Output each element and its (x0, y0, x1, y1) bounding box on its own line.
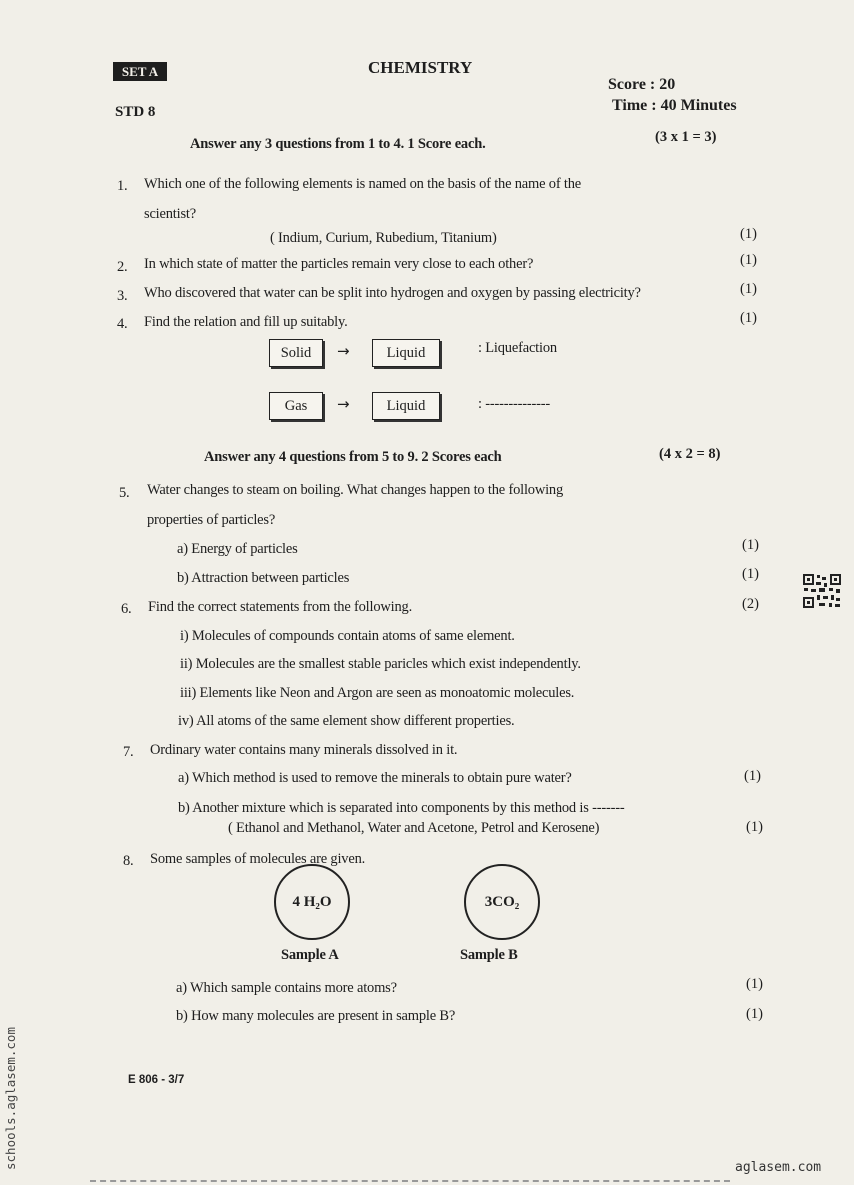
q6-text: Find the correct statements from the following. (148, 599, 413, 615)
liquid-box-1: Liquid (372, 339, 440, 367)
q6-statement-ii: ii) Molecules are the smallest stable paricles which exist independently. (180, 656, 581, 672)
q4-row2-arrow: → (337, 395, 350, 413)
q6-statement-iii: iii) Elements like Neon and Argon are seen as monoatomic molecules. (180, 685, 575, 701)
q7-a: a) Which method is used to remove the minerals to obtain pure water? (178, 770, 572, 786)
q1-line2: scientist? (144, 206, 196, 222)
q6-mark: (2) (742, 596, 759, 612)
q3-mark: (1) (740, 281, 757, 297)
q1-number: 1. (117, 178, 128, 194)
q8-b-mark: (1) (746, 1006, 763, 1022)
q4-text: Find the relation and fill up suitably. (144, 314, 348, 330)
gas-box: Gas (269, 392, 323, 420)
bottom-divider (90, 1180, 730, 1182)
section1-marks: (3 x 1 = 3) (655, 129, 717, 145)
q4-row1-result: : Liquefaction (478, 340, 557, 356)
sample-b-circle: 3CO₂ (464, 864, 540, 940)
q4-row1-arrow: → (337, 342, 350, 360)
q5-line1: Water changes to steam on boiling. What changes happen to the following (147, 482, 564, 498)
q4-mark: (1) (740, 310, 757, 326)
q7-text: Ordinary water contains many minerals dissolved in it. (150, 742, 458, 758)
q6-statement-i: i) Molecules of compounds contain atoms of same element. (180, 628, 515, 644)
q4-number: 4. (117, 316, 128, 332)
q1-options: ( Indium, Curium, Rubedium, Titanium) (270, 230, 497, 246)
std-label: STD 8 (115, 104, 156, 120)
side-watermark: schools.aglasem.com (3, 1027, 18, 1170)
liquid-box-2: Liquid (372, 392, 440, 420)
q7-b: b) Another mixture which is separated into components by this method is ------- (178, 800, 625, 816)
section2-marks: (4 x 2 = 8) (659, 446, 721, 462)
q3-number: 3. (117, 288, 128, 304)
q7-b-options: ( Ethanol and Methanol, Water and Acetone, Petrol and Kerosene) (228, 820, 600, 836)
q7-b-mark: (1) (746, 819, 763, 835)
sample-a-label: Sample A (281, 947, 339, 963)
q5-b: b) Attraction between particles (177, 570, 350, 586)
set-label: SET A (113, 62, 167, 81)
q8-b: b) How many molecules are present in sample B? (176, 1008, 456, 1024)
q5-a: a) Energy of particles (177, 541, 298, 557)
q2-text: In which state of matter the particles remain very close to each other? (144, 256, 534, 272)
q8-a: a) Which sample contains more atoms? (176, 980, 397, 996)
bottom-watermark: aglasem.com (735, 1160, 822, 1175)
q5-number: 5. (119, 485, 130, 501)
solid-box: Solid (269, 339, 323, 367)
q4-row2-blank: : -------------- (478, 396, 551, 412)
q5-a-mark: (1) (742, 537, 759, 553)
section1-instruction: Answer any 3 questions from 1 to 4. 1 Score each. (190, 136, 486, 152)
q2-number: 2. (117, 259, 128, 275)
q1-mark: (1) (740, 226, 757, 242)
q5-b-mark: (1) (742, 566, 759, 582)
qr-code-icon (802, 573, 842, 609)
q8-a-mark: (1) (746, 976, 763, 992)
q7-number: 7. (123, 744, 134, 760)
paper-code: E 806 - 3/7 (128, 1074, 185, 1086)
score-label: Score : 20 (608, 76, 676, 93)
q7-a-mark: (1) (744, 768, 761, 784)
subject-title: CHEMISTRY (368, 58, 473, 77)
q8-number: 8. (123, 853, 134, 869)
section2-instruction: Answer any 4 questions from 5 to 9. 2 Scores each (204, 449, 502, 465)
q2-mark: (1) (740, 252, 757, 268)
sample-b-label: Sample B (460, 947, 518, 963)
sample-a-circle: 4 H₂O (274, 864, 350, 940)
q6-number: 6. (121, 601, 132, 617)
q8-text: Some samples of molecules are given. (150, 851, 366, 867)
q3-text: Who discovered that water can be split into hydrogen and oxygen by passing electricity? (144, 285, 641, 301)
q6-statement-iv: iv) All atoms of the same element show different properties. (178, 713, 515, 729)
q5-line2: properties of particles? (147, 512, 276, 528)
q1-line1: Which one of the following elements is named on the basis of the name of the (144, 176, 581, 192)
time-label: Time : 40 Minutes (612, 97, 737, 114)
